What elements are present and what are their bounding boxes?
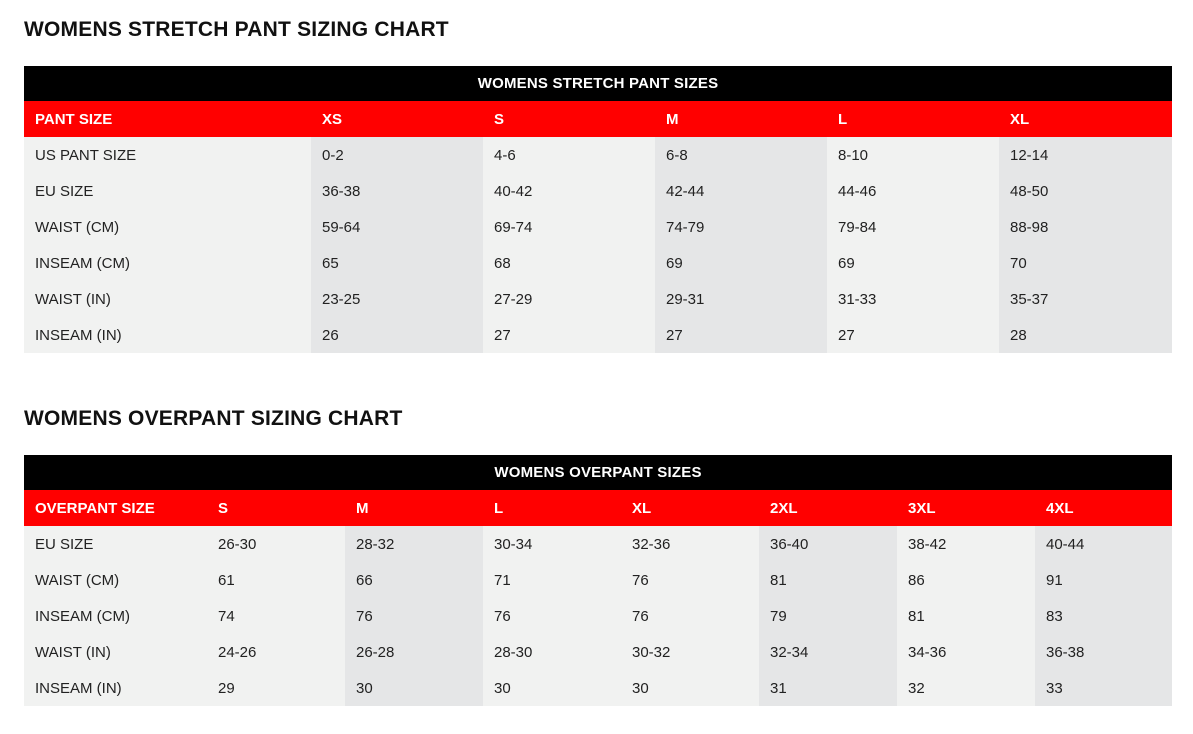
table-cell: 31-33 [827,281,999,317]
table-cell: 86 [897,562,1035,598]
row-label: INSEAM (IN) [24,670,207,706]
table-cell: 38-42 [897,526,1035,562]
table-cell: 28-32 [345,526,483,562]
table-cell: 42-44 [655,173,827,209]
table-cell: 26 [311,317,483,353]
table-cell: 28 [999,317,1172,353]
table-cell: 34-36 [897,634,1035,670]
table-row [24,598,1172,634]
table-cell: 26-28 [345,634,483,670]
table-cell: 30 [345,670,483,706]
row-label: WAIST (IN) [24,634,207,670]
table-cell: 36-40 [759,526,897,562]
table-cell: 24-26 [207,634,345,670]
table-cell: 66 [345,562,483,598]
header-size-m: M [345,490,483,526]
stretch-pant-table-caption: WOMENS STRETCH PANT SIZES [24,66,1172,101]
header-size-4xl: 4XL [1035,490,1172,526]
header-size-s: S [483,101,655,137]
header-size-xl: XL [999,101,1172,137]
table-cell: 68 [483,245,655,281]
header-size-l: L [827,101,999,137]
table-cell: 29-31 [655,281,827,317]
table-cell: 40-42 [483,173,655,209]
table-cell: 0-2 [311,137,483,173]
header-pant-size: PANT SIZE [24,101,311,137]
table-cell: 32-34 [759,634,897,670]
table-cell: 69 [655,245,827,281]
row-label: INSEAM (CM) [24,598,207,634]
row-label: INSEAM (CM) [24,245,311,281]
header-size-xs: XS [311,101,483,137]
row-label: WAIST (CM) [24,209,311,245]
table-cell: 26-30 [207,526,345,562]
table-cell: 23-25 [311,281,483,317]
row-label: WAIST (CM) [24,562,207,598]
row-label: WAIST (IN) [24,281,311,317]
table-cell: 69 [827,245,999,281]
table-cell: 8-10 [827,137,999,173]
row-label: US PANT SIZE [24,137,311,173]
overpant-section [24,405,1172,697]
stretch-pant-chart-title: WOMENS STRETCH PANT SIZING CHART [24,18,449,41]
table-caption-row [24,455,1172,490]
table-cell: 79 [759,598,897,634]
table-cell: 30 [483,670,621,706]
table-row [24,209,1172,245]
table-cell: 76 [483,598,621,634]
header-overpant-size: OVERPANT SIZE [24,490,207,526]
table-cell: 36-38 [1035,634,1172,670]
table-cell: 30 [621,670,759,706]
stretch-pant-size-table [24,66,1172,353]
table-cell: 88-98 [999,209,1172,245]
table-cell: 27 [827,317,999,353]
table-cell: 40-44 [1035,526,1172,562]
table-cell: 81 [897,598,1035,634]
table-cell: 27-29 [483,281,655,317]
table-cell: 76 [621,598,759,634]
table-row [24,526,1172,562]
overpant-chart-title: WOMENS OVERPANT SIZING CHART [24,407,403,430]
table-cell: 32-36 [621,526,759,562]
table-row [24,245,1172,281]
table-cell: 30-34 [483,526,621,562]
table-cell: 44-46 [827,173,999,209]
table-cell: 29 [207,670,345,706]
header-size-2xl: 2XL [759,490,897,526]
table-cell: 76 [621,562,759,598]
table-cell: 74-79 [655,209,827,245]
table-cell: 70 [999,245,1172,281]
header-size-xl: XL [621,490,759,526]
table-row [24,670,1172,706]
table-cell: 59-64 [311,209,483,245]
table-cell: 32 [897,670,1035,706]
table-cell: 12-14 [999,137,1172,173]
table-cell: 91 [1035,562,1172,598]
table-cell: 71 [483,562,621,598]
table-cell: 83 [1035,598,1172,634]
table-row [24,317,1172,353]
table-row [24,562,1172,598]
row-label: INSEAM (IN) [24,317,311,353]
header-size-s: S [207,490,345,526]
overpant-size-table [24,455,1172,706]
table-cell: 76 [345,598,483,634]
table-cell: 36-38 [311,173,483,209]
table-cell: 31 [759,670,897,706]
table-cell: 28-30 [483,634,621,670]
table-cell: 35-37 [999,281,1172,317]
table-cell: 27 [655,317,827,353]
table-cell: 69-74 [483,209,655,245]
table-caption-row [24,66,1172,101]
stretch-pant-section [24,16,1172,344]
table-cell: 81 [759,562,897,598]
table-cell: 74 [207,598,345,634]
table-cell: 4-6 [483,137,655,173]
overpant-table-caption: WOMENS OVERPANT SIZES [24,455,1172,490]
table-cell: 61 [207,562,345,598]
table-cell: 27 [483,317,655,353]
table-cell: 6-8 [655,137,827,173]
row-label: EU SIZE [24,526,207,562]
table-row [24,173,1172,209]
table-row [24,634,1172,670]
table-header-row [24,490,1172,526]
header-size-3xl: 3XL [897,490,1035,526]
table-header-row [24,101,1172,137]
header-size-m: M [655,101,827,137]
table-cell: 79-84 [827,209,999,245]
table-cell: 30-32 [621,634,759,670]
header-size-l: L [483,490,621,526]
table-cell: 33 [1035,670,1172,706]
table-cell: 48-50 [999,173,1172,209]
table-cell: 65 [311,245,483,281]
row-label: EU SIZE [24,173,311,209]
table-row [24,137,1172,173]
table-row [24,281,1172,317]
